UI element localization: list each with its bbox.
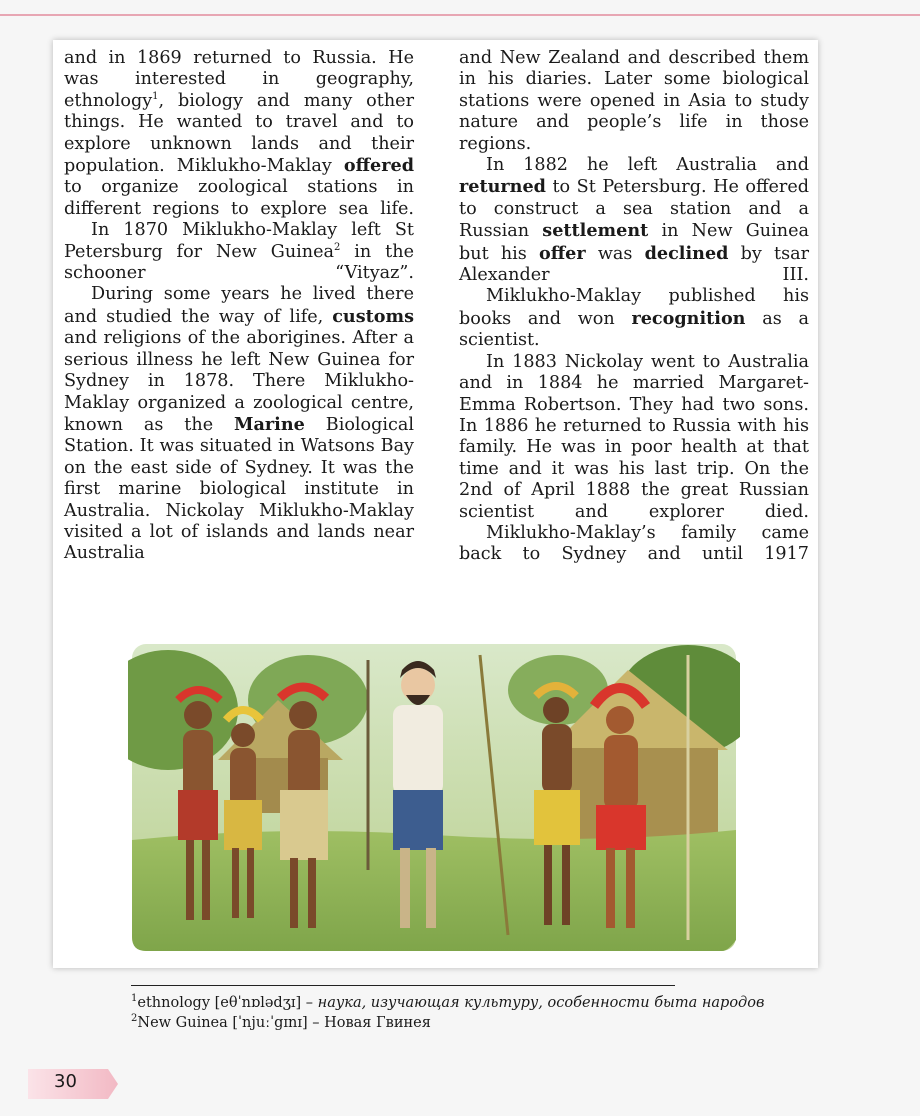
paragraph: In 1870 Miklukho-Maklay left St Petersburg for New Guinea$^2$ in the schooner “Vityaz”. <box>64 220 414 284</box>
illustration-miklukho-maklay-with-papuans <box>128 640 740 955</box>
paragraph: and in 1869 returned to Russia. He was interested in geography, ethnology$^1$, biology and many other things. He wanted to travel and to explore unknown lands and their population. Miklukho-Maklay offered to organize zoological stations in different regions to explore sea life. <box>64 48 414 219</box>
vocab-word: customs <box>332 305 414 327</box>
vocab-word: offer <box>539 242 586 264</box>
vocab-word: declined <box>644 242 729 264</box>
paragraph: and New Zealand and described them in his diaries. Later some biological stations were opened in Asia to study nature and people’s life in those regions. <box>459 48 809 154</box>
vocab-word: offered <box>343 155 414 177</box>
vocab-word: Marine <box>234 413 305 435</box>
paragraph: During some years he lived there and studied the way of life, customs and religions of the aborigines. After a serious illness he left New Guinea for Sydney in 1878. There Miklukho-Maklay organized a zoological centre, known as the Marine Biological Station. It was situated in Watsons Bay on the east side of Sydney. It was the first marine biological institute in Australia. Nickolay Miklukho-Maklay visited a lot of islands and lands near Australia <box>64 284 414 564</box>
left-column <box>64 48 414 565</box>
paragraph: In 1883 Nickolay went to Australia and in 1884 he married Margaret-Emma Robertson. They had two sons. In 1886 he returned to Russia with his family. He was in poor health at that time and it was his last trip. On the 2nd of April 1888 the great Russian scientist and explorer died. <box>459 351 809 522</box>
vocab-word: recognition <box>631 307 746 329</box>
footnotes <box>131 993 831 1033</box>
footnote-divider <box>131 985 675 986</box>
page-number: 30 <box>54 1071 77 1092</box>
vocab-word: settlement <box>542 220 649 242</box>
vocab-word: returned <box>459 176 546 198</box>
footnote-item: $^2$New Guinea [ˈnjuːˈgɪnɪ] – Новая Гвинея <box>131 1013 431 1031</box>
right-column <box>459 48 809 566</box>
paragraph: Miklukho-Maklay’s family came back to Sydney and until 1917 <box>459 522 809 565</box>
footnote-item: $^1$ethnology [eθˈnɒlədʒɪ] – наука, изучающая культуру, особенности быта народов <box>131 993 765 1011</box>
paragraph: In 1882 he left Australia and returned to St Petersburg. He offered to construct a sea station and a Russian settlement in New Guinea but his offer was declined by tsar Alexander III. <box>459 155 810 286</box>
top-rule <box>0 14 920 16</box>
paragraph: Miklukho-Maklay published his books and won recognition as a scientist. <box>459 286 809 351</box>
